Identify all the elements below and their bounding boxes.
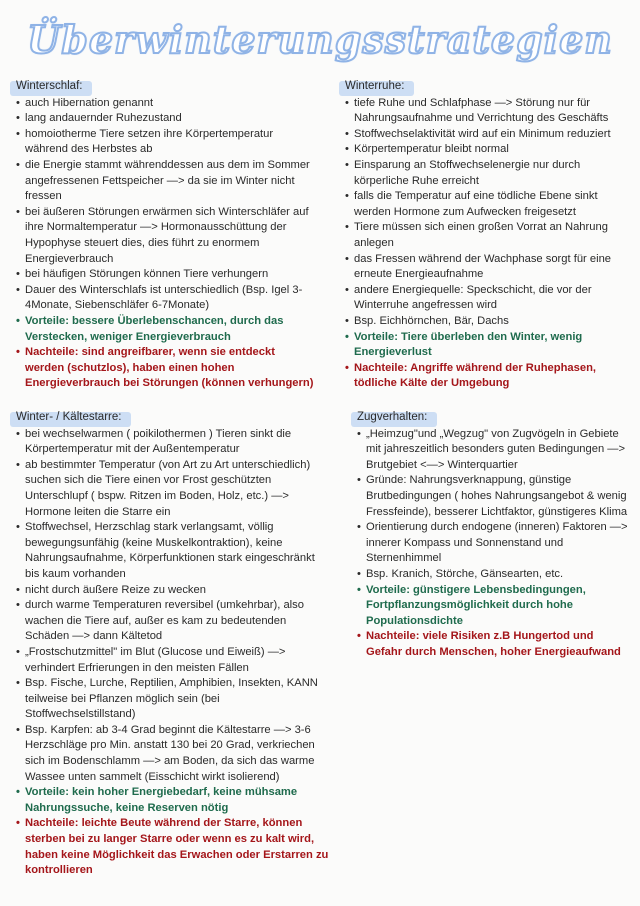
list-item: • Stoffwechsel, Herzschlag stark verlangsamt, völlig bewegungsunfähig (keine Muskelkontraktion), keine Nahrungsaufnahme, Körperfunktionen stark eingeschränkt bis kaum vorhanden (16, 520, 331, 582)
section-winterschlaf (16, 79, 316, 392)
list-item: • durch warme Temperaturen reversibel (umkehrbar), also wachen die Tiere auf, außer es kam zu bedeutenden Schäden —> dann Kältetod (16, 598, 331, 645)
disadvantages-item: • Nachteile: leichte Beute während der Starre, können sterben bei zu langer Starre oder wenn es zu kalt wird, haben keine Möglichkeit das Erwachen oder Erstarren zu kontrollieren (16, 816, 331, 878)
list-item: • bei häufigen Störungen können Tiere verhungern (16, 267, 316, 283)
page-title: Überwinterungsstrategien (27, 16, 613, 62)
list-item: • bei äußeren Störungen erwärmen sich Winterschläfer auf ihre Normaltemperatur —> Hormonausschüttung der Hypophyse steuert dies, dies führt zu enormem Energieverbrauch (16, 205, 316, 267)
list-item: • Tiere müssen sich einen großen Vorrat an Nahrung anlegen (345, 220, 635, 251)
list-item: • lang andauernder Ruhezustand (16, 111, 316, 127)
list-item: • homoiotherme Tiere setzen ihre Körpertemperatur während des Herbstes ab (16, 127, 316, 158)
bullet-list (16, 96, 316, 392)
list-item: • Körpertemperatur bleibt normal (345, 142, 635, 158)
section-zugverhalten (357, 410, 629, 661)
list-item: • Bsp. Eichhörnchen, Bär, Dachs (345, 314, 635, 330)
bullet-list (357, 427, 629, 661)
section-winterruhe (345, 79, 635, 392)
list-item: • das Fressen während der Wachphase sorgt für eine erneute Energieaufnahme (345, 252, 635, 283)
list-item: • Orientierung durch endogene (inneren) Faktoren —> innerer Kompass und Sonnenstand und Sternenhimmel (357, 520, 629, 567)
page-title-banner (0, 4, 640, 74)
section-heading: Winter- / Kältestarre: (16, 410, 121, 426)
section-winterstarre (16, 410, 331, 879)
list-item: • Gründe: Nahrungsverknappung, günstige Brutbedingungen ( hohes Nahrungsangebot & wenig Fressfeinde), besserer Lichtfaktor, günstigeres Klima (357, 473, 629, 520)
advantages-item: • Vorteile: günstigere Lebensbedingungen, Fortpflanzungsmöglichkeit durch hohe Populationsdichte (357, 583, 629, 630)
list-item: • Stoffwechselaktivität wird auf ein Minimum reduziert (345, 127, 635, 143)
list-item: • Dauer des Winterschlafs ist unterschiedlich (Bsp. Igel 3-4Monate, Siebenschläfer 6-7Monate) (16, 283, 316, 314)
list-item: • die Energie stammt währenddessen aus dem im Sommer angefressenen Fettspeicher —> da sie im Winter nicht fressen (16, 158, 316, 205)
list-item: • falls die Temperatur auf eine tödliche Ebene sinkt werden Hormone zum Aufwecken freigesetzt (345, 189, 635, 220)
list-item: • auch Hibernation genannt (16, 96, 316, 112)
section-heading: Winterruhe: (345, 79, 404, 95)
section-heading: Zugverhalten: (357, 410, 427, 426)
list-item: • Bsp. Karpfen: ab 3-4 Grad beginnt die Kältestarre —> 3-6 Herzschläge pro Min. anstatt 130 bei 20 Grad, verkriechen sich im Bodenschlamm —> am Boden, da sich das warme Wassee unten sammelt (Eisschicht wirkt isolierend) (16, 723, 331, 785)
list-item: • ab bestimmter Temperatur (von Art zu Art unterschiedlich) suchen sich die Tiere einen vor Frost geschützten Unterschlupf ( bspw. Ritzen im Boden, Holz, etc.) —> Hormone leiten die Starre ein (16, 458, 331, 520)
disadvantages-item: • Nachteile: viele Risiken z.B Hungertod und Gefahr durch Menschen, hoher Energieaufwand (357, 629, 629, 660)
advantages-item: • Vorteile: Tiere überleben den Winter, wenig Energieverlust (345, 330, 635, 361)
advantages-item: • Vorteile: bessere Überlebenschancen, durch das Verstecken, weniger Energieverbrauch (16, 314, 316, 345)
list-item: • Bsp. Kranich, Störche, Gänsearten, etc. (357, 567, 629, 583)
disadvantages-item: • Nachteile: Angriffe während der Ruhephasen, tödliche Kälte der Umgebung (345, 361, 635, 392)
list-item: • Einsparung an Stoffwechselenergie nur durch körperliche Ruhe erreicht (345, 158, 635, 189)
list-item: • Bsp. Fische, Lurche, Reptilien, Amphibien, Insekten, KANN teilweise bei Pflanzen möglich sein (bei Stoffwechselstillstand) (16, 676, 331, 723)
list-item: • „Heimzug"und „Wegzug" von Zugvögeln in Gebiete mit jahreszeitlich besonders guten Bedingungen —> Brutgebiet <—> Winterquartier (357, 427, 629, 474)
section-heading: Winterschlaf: (16, 79, 82, 95)
list-item: • nicht durch äußere Reize zu wecken (16, 583, 331, 599)
advantages-item: • Vorteile: kein hoher Energiebedarf, keine mühsame Nahrungssuche, keine Reserven nötig (16, 785, 331, 816)
list-item: • andere Energiequelle: Speckschicht, die vor der Winterruhe angefressen wird (345, 283, 635, 314)
list-item: • tiefe Ruhe und Schlafphase —> Störung nur für Nahrungsaufnahme und Verrichtung des Geschäfts (345, 96, 635, 127)
bullet-list (345, 96, 635, 392)
list-item: • bei wechselwarmen ( poikilothermen ) Tieren sinkt die Körpertemperatur mit der Außentemperatur (16, 427, 331, 458)
disadvantages-item: • Nachteile: sind angreifbarer, wenn sie entdeckt werden (schutzlos), haben einen hohen Energieverbrauch bei Störungen (können verhungern) (16, 345, 316, 392)
list-item: • „Frostschutzmittel" im Blut (Glucose und Eiweiß) —> verhindert Erfrierungen in den meisten Fällen (16, 645, 331, 676)
bullet-list (16, 427, 331, 879)
